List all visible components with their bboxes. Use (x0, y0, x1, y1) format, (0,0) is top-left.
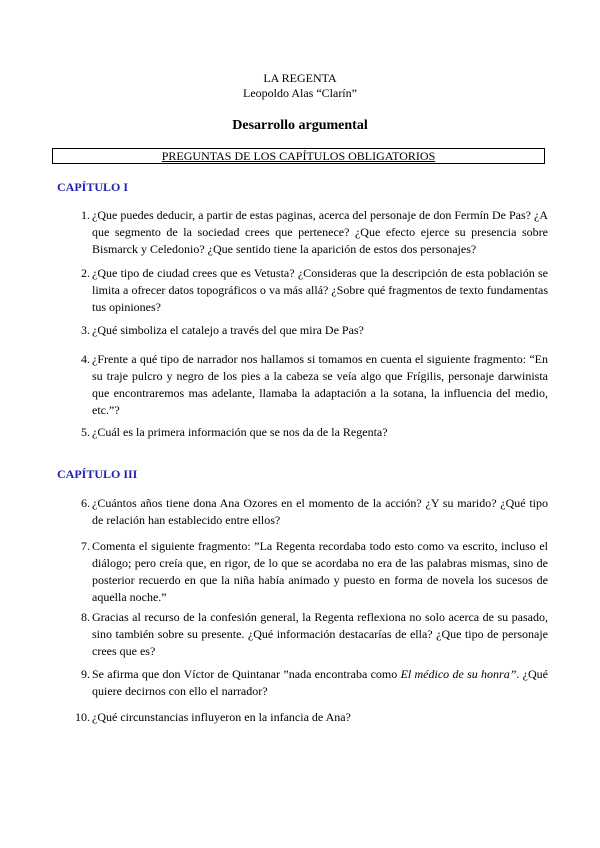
question-item (70, 351, 548, 419)
chapter-3-heading: CAPÍTULO III (57, 467, 138, 481)
question-number: 7. (81, 539, 90, 553)
document-subtitle: Desarrollo argumental (232, 118, 368, 133)
question-number: 6. (81, 496, 90, 510)
question-item (70, 207, 548, 258)
question-item (70, 609, 548, 660)
question-number: 8. (81, 610, 90, 624)
question-item (70, 424, 548, 441)
question-text (92, 666, 548, 700)
question-item (70, 322, 548, 339)
section-title: PREGUNTAS DE LOS CAPÍTULOS OBLIGATORIOS (161, 149, 436, 163)
question-number: 2. (81, 266, 90, 280)
question-text: ¿Que tipo de ciudad crees que es Vetusta? ¿Consideras que la descripción de esta población se limita a ofrecer datos topográficos o va más allá? ¿Sobre qué fragmentos de texto fundamentas tus opiniones? (92, 266, 548, 314)
question-number: 1. (81, 208, 90, 222)
question-text: ¿Que puedes deducir, a partir de estas paginas, acerca del personaje de don Fermín De Pas? ¿A que segmento de la sociedad crees que pertenece? ¿Que efecto ejerce su presencia sobre Bismarck y Celedonio? ¿Que sentido tiene la aparición de estos dos personajes? (92, 208, 548, 256)
question-number: 5. (81, 425, 90, 439)
question-text-part: . ¿Qué quiere decirnos con ello el narrador? (92, 667, 548, 698)
question-text: ¿Qué simboliza el catalejo a través del que mira De Pas? (92, 323, 364, 337)
section-title-box (52, 148, 545, 164)
chapter-1-heading: CAPÍTULO I (57, 180, 129, 194)
question-text: Gracias al recurso de la confesión general, la Regenta reflexiona no solo acerca de su pasado, sino también sobre su presente. ¿Qué información destacarías de ella? ¿Que tipo de personaje crees que es? (92, 610, 548, 658)
question-text: ¿Qué circunstancias influyeron en la infancia de Ana? (92, 710, 351, 724)
question-text: ¿Cuántos años tiene dona Ana Ozores en el momento de la acción? ¿Y su marido? ¿Qué tipo de relación han establecido entre ellos? (92, 496, 548, 527)
question-text-part: Se afirma que don Víctor de Quintanar ”nada encontraba como (92, 667, 401, 681)
document-author: Leopoldo Alas “Clarín” (243, 86, 357, 100)
question-text: Comenta el siguiente fragmento: ”La Regenta recordaba todo esto como va escrito, incluso el diálogo; pero creía que, en rigor, de lo que se acordaba no era de las palabras mismas, sino de posterior recuerdo en que la niña había animado y puesto en forma de novela los sucesos de aquella noche.” (92, 539, 548, 604)
question-number: 9. (81, 667, 90, 681)
question-item (70, 265, 548, 316)
question-item (70, 495, 548, 529)
work-title-italic: El médico de su honra” (400, 667, 517, 681)
question-text: ¿Frente a qué tipo de narrador nos hallamos si tomamos en cuenta el siguiente fragmento: “En su traje pulcro y negro de los pies a la cabeza se veía algo que Frígilis, personaje darwinista que encontraremos mas adelante, llamaba la adaptación a la sotana, la influencia del medio, etc.”? (92, 352, 548, 417)
document-title: LA REGENTA (263, 71, 337, 85)
question-item (70, 666, 548, 700)
question-number: 10. (75, 710, 90, 724)
question-item (70, 709, 548, 726)
question-number: 3. (81, 323, 90, 337)
question-number: 4. (81, 352, 90, 366)
question-text: ¿Cuál es la primera información que se nos da de la Regenta? (92, 425, 388, 439)
question-item (70, 538, 548, 606)
